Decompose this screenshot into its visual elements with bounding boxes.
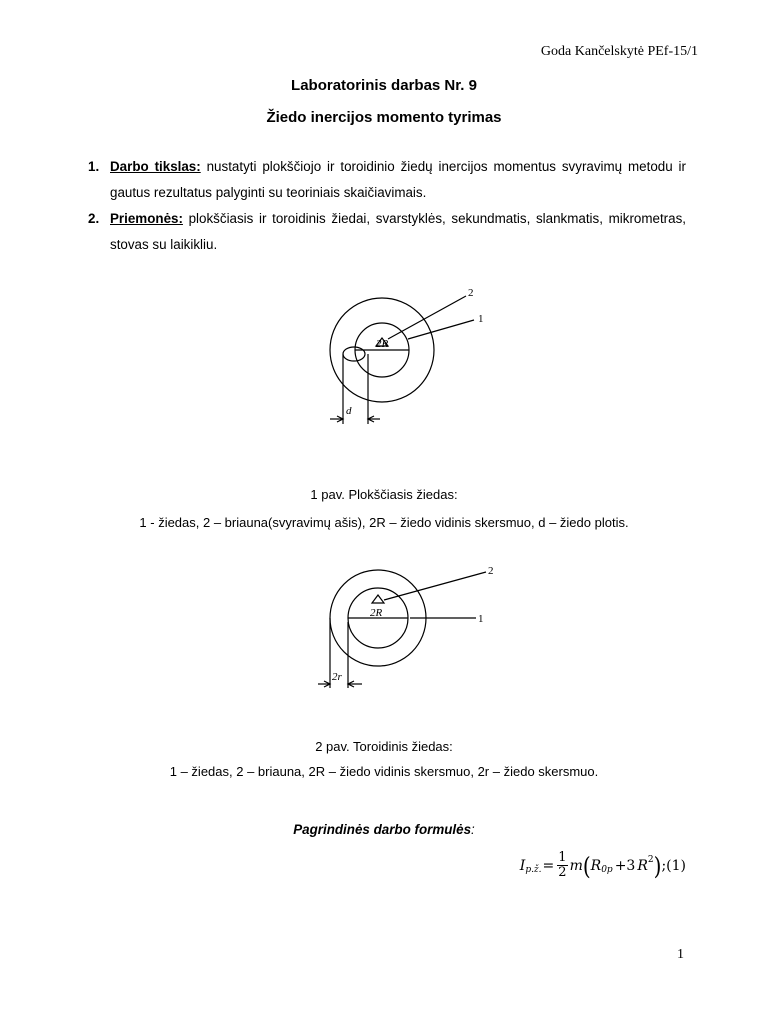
label-1: 1 [478,313,484,325]
list-item-number: 2. [88,211,100,226]
figure1-caption-title: 1 pav. Plokščiasis žiedas: [310,487,458,502]
list-item-label: Darbo tikslas: [110,159,201,174]
label-2r: 2r [332,671,342,683]
label-1: 1 [478,613,484,625]
document-subtitle: Žiedo inercijos momento tyrimas [266,109,502,126]
fraction-numerator: 1 [558,850,567,865]
label-d: d [346,405,352,417]
list-item-label: Priemonės: [110,211,183,226]
document-title: Laboratorinis darbas Nr. 9 [291,77,477,94]
toroidal-ring-figure [318,560,504,696]
label-2: 2 [488,565,494,577]
formulas-heading-colon: : [471,822,475,837]
page-number: 1 [677,947,684,962]
formula-symbol-R: R [637,857,648,874]
label-2: 2 [468,287,474,299]
list-item-text: nustatyti plokščiojo ir toroidinio žiedų inercijos momentus svyravimų metodu ir gautus rezultatus palyginti su teoriniais skaičiavimais. [110,159,686,200]
formula-1 [520,851,686,880]
figure1-caption-text: 1 - žiedas, 2 – briauna(svyravimų ašis), 2R – žiedo vidinis skersmuo, d – žiedo plotis. [139,515,629,530]
formula-close-paren: ) [653,851,662,880]
formulas-heading [0,822,768,837]
formula-fraction [557,851,567,880]
label-2R: 2R [376,338,389,350]
formula-tail: ;(1) [661,857,686,874]
list-item-goal [88,154,686,206]
header-author: Goda Kančelskytė PEf-15/1 [540,44,698,59]
figure2-caption-title: 2 pav. Toroidinis žiedas: [315,739,453,754]
formula-symbol-R0: R [590,857,602,874]
formula-symbol-m: m [569,857,583,874]
formula-open-paren: ( [582,851,591,880]
list-item-tools [88,206,686,258]
fraction-denominator: 2 [558,865,567,880]
figure2-caption-text: 1 – žiedas, 2 – briauna, 2R – žiedo vidinis skersmuo, 2r – žiedo skersmuo. [169,764,599,779]
formula-equals: = [542,857,555,874]
formulas-heading-text: Pagrindinės darbo formulės [293,822,472,837]
list-item-text: plokščiasis ir toroidinis žiedai, svarstyklės, sekundmatis, slankmatis, mikrometras, stovas su laikikliu. [110,211,686,252]
formula-subscript-pz: p.ž. [525,864,542,875]
formula-symbol-I: I [519,857,526,874]
list-item-number: 1. [88,159,100,174]
formula-plus-three: +3 [614,857,636,874]
label-2R: 2R [370,607,383,619]
formula-superscript-2: 2 [647,854,654,865]
intro-list [88,154,686,258]
flat-ring-figure [306,284,502,432]
formula-subscript-0p: 0p [601,864,613,875]
